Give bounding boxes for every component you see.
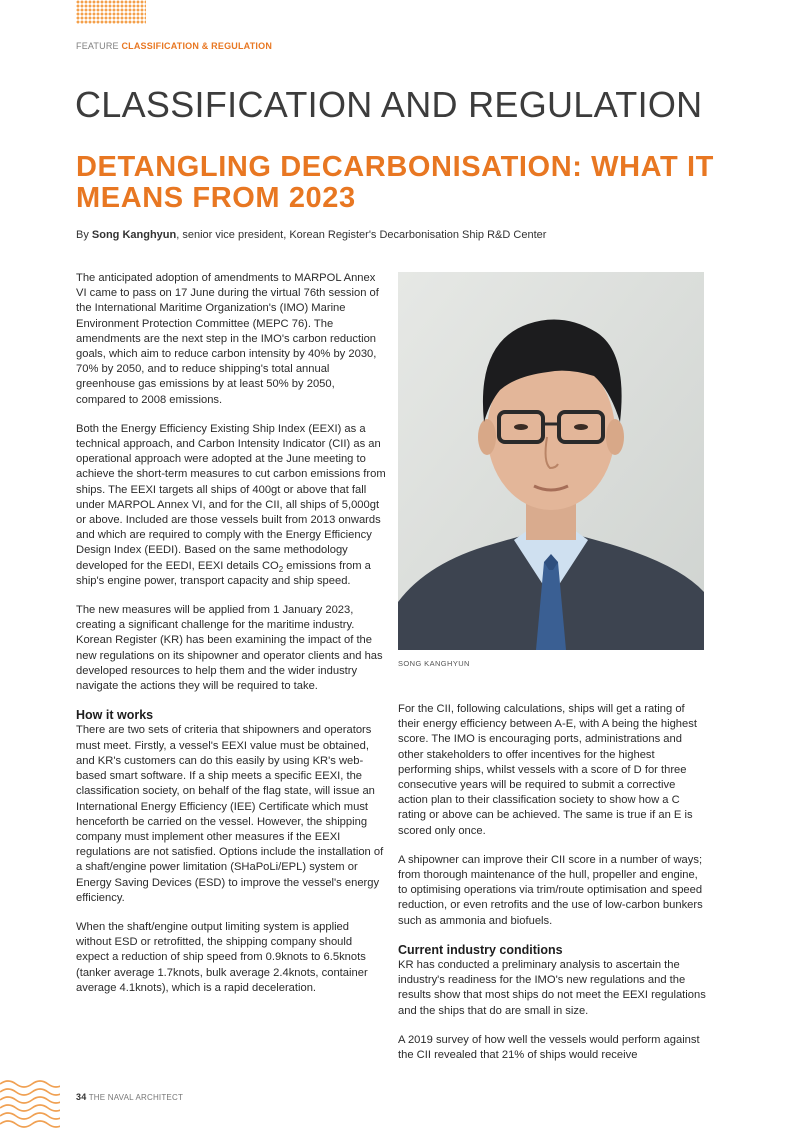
body-paragraph-text: Both the Energy Efficiency Existing Ship Index (EEXI) as a technical approach, and Carbon Intensity Indicator (CII) as an operational approach were adopted at the June meeting to achieve the short-term measures to cut carbon emissions from ships. The EEXI targets all ships of 400gt or above that fall under MARPOL Annex VI, and for the CII, all ships of 5,000gt or above. Included are those vessels built from 2013 onwards and which are required to comply with the Energy Efficiency Design Index (EEDI). Based on the same methodology developed for the EEDI, EEXI details: [76, 422, 386, 572]
subheading-how-it-works: How it works: [76, 708, 154, 723]
page-number: 34: [76, 1092, 87, 1102]
body-paragraph: There are two sets of criteria that shipowners and operators must meet. Firstly, a vessel's EEXI value must be obtained, and KR's customers can do this easily by using KR's web-based smart software. If a ship meets a specific EEXI, the classification society, on behalf of the flag state, will issue an International Energy Efficiency (IEE) Certificate which must henceforth be carried on the vessel. However, the shipping company must implement other measures if the EEXI regulations are not satisfied. Options include the installation of a shaft/engine power limitation (SHaPoLi/EPL) system or Energy Saving Devices (ESD) to improve the vessel's energy efficiency.: [76, 724, 384, 904]
body-paragraph: The new measures will be applied from 1 January 2023, creating a significant challenge for the maritime industry. Korean Register (KR) has been examining the impact of the new regulations on its shipowner and operator clients and has developed resources to help them and the wider industry navigate the actions they will be required to take.: [76, 604, 383, 693]
subheading-current-conditions: Current industry conditions: [398, 942, 563, 957]
photo-caption: SONG KANGHYUN: [398, 659, 470, 668]
publication-name: THE NAVAL ARCHITECT: [88, 1093, 184, 1102]
article-column-right: [398, 702, 708, 1077]
body-paragraph: A shipowner can improve their CII score in a number of ways; from thorough maintenance of the hull, propeller and engine, to optimising operations via trim/route optimisation and speed reduction, or even retrofits and the use of low-carbon bunkers such as ammonia and biofuels.: [398, 853, 703, 927]
body-paragraph: When the shaft/engine output limiting system is applied without ESD or retrofitted, the shipping company should expect a reduction of ship speed from 0.9knots to 6.5knots (tanker average 1.7knots, bulk average 2.4knots, container average 4.1knots), which is a rapid deceleration.: [76, 920, 368, 994]
author-portrait-photo: [398, 272, 704, 650]
author-role: , senior vice president, Korean Register's Decarbonisation Ship R&D Center: [176, 229, 547, 241]
body-paragraph: For the CII, following calculations, ships will get a rating of their energy efficiency between A-E, with A being the highest score. The IMO is encouraging ports, administrations and other stakeholders to offer incentives for the highest performing ships, whilst vessels with a score of D for three consecutive years will be required to submit a corrective action plan to their classification society to show how a C rating or above can be achieved. The same is true if an E is scored only once.: [398, 703, 697, 837]
decorative-wave-pattern: [0, 1070, 60, 1132]
body-paragraph: [76, 422, 386, 589]
article-headline: DETANGLING DECARBONISATION: WHAT IT MEANS FROM 2023: [76, 151, 715, 214]
article-column-left: [76, 271, 386, 1010]
byline: [76, 229, 546, 241]
co2-text: $CO_2$ emissions from a ship's engine power, transport capacity and ship speed.: [76, 559, 371, 587]
section-title: CLASSIFICATION AND REGULATION: [75, 84, 703, 125]
section-kicker: [76, 41, 272, 51]
author-name: Song Kanghyun: [91, 229, 177, 241]
page-footer: [76, 1092, 183, 1102]
byline-prefix: By: [76, 229, 89, 241]
body-paragraph: A 2019 survey of how well the vessels would perform against the CII revealed that 21% of ships would receive: [398, 1033, 700, 1062]
kicker-section: CLASSIFICATION & REGULATION: [121, 41, 273, 51]
portrait-illustration: [398, 272, 704, 650]
kicker-prefix: FEATURE: [76, 41, 119, 51]
body-paragraph: The anticipated adoption of amendments to MARPOL Annex VI came to pass on 17 June during the virtual 76th session of the International Maritime Organization's (IMO) Marine Environment Protection Committee (MEPC 76). The amendments are the next step in the IMO's carbon reduction goals, which aim to reduce carbon intensity by 40% by 2030, 70% by 2050, and to reduce shipping's total annual greenhouse gas emissions by at least 50% by 2050, compared to 2008 emissions.: [76, 272, 379, 406]
decorative-dot-pattern: [76, 0, 146, 24]
body-paragraph: KR has conducted a preliminary analysis to ascertain the industry's readiness for the IMO's new regulations and the results show that most ships do not meet the EEXI regulations and the ships that do are small in size.: [398, 959, 706, 1017]
